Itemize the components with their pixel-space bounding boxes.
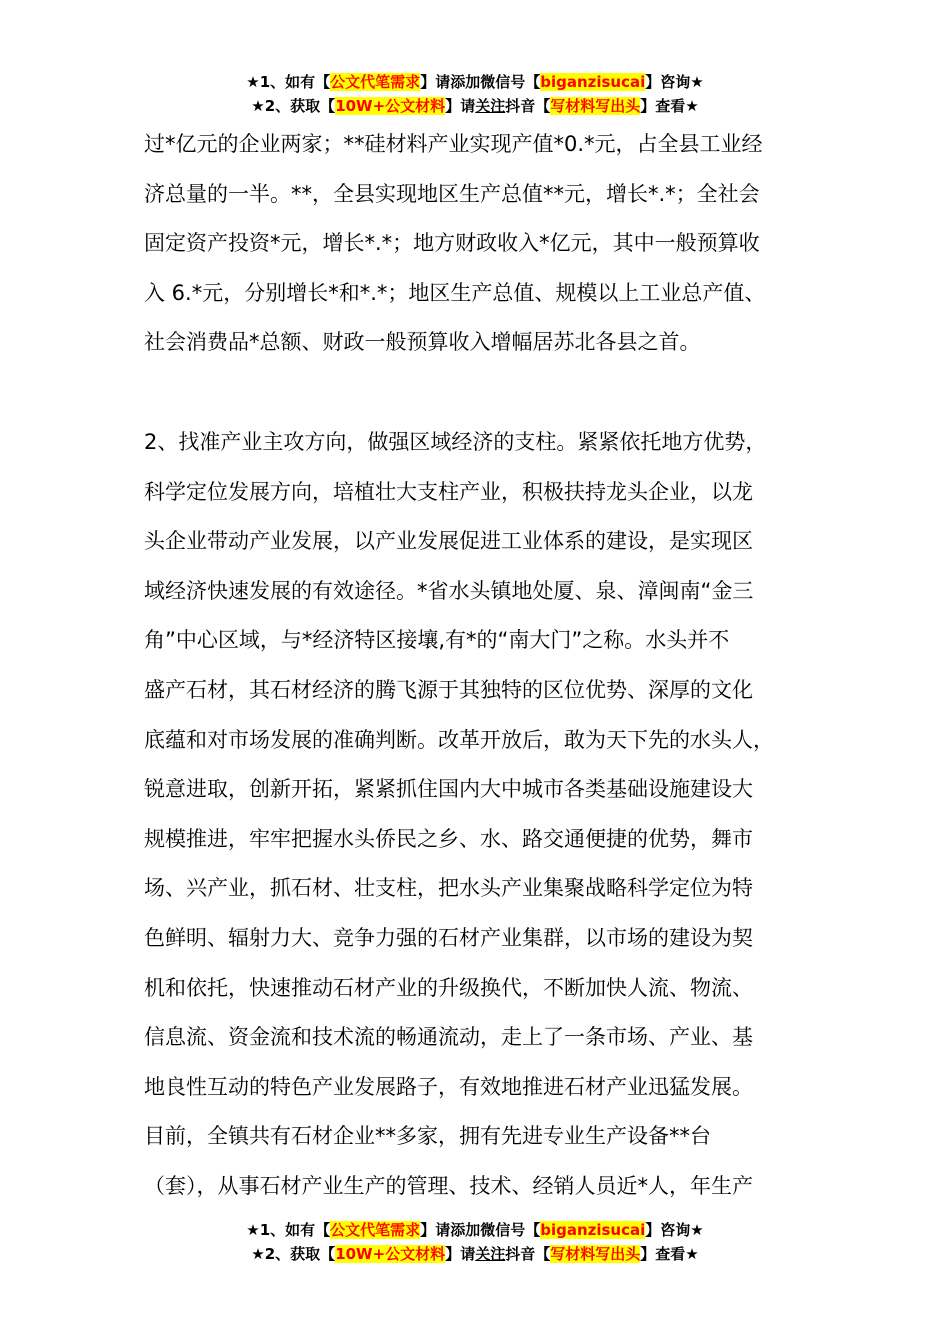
text-line: 规模推进，牢牢把握水头侨民之乡、水、路交通便捷的优势，舞市 <box>144 826 753 851</box>
text-line: 社会消费品*总额、财政一般预算收入增幅居苏北各县之首。 <box>144 330 701 355</box>
text-line: 过*亿元的企业两家；**硅材料产业实现产值*0.*元，占全县工业经 <box>144 132 763 156</box>
banner-text: ★1、如有【 <box>246 73 331 91</box>
highlight-text: 10W+公文材料 <box>335 97 446 115</box>
banner-text: 】查看★ <box>640 97 699 115</box>
highlight-text: 写材料写出头 <box>550 97 641 115</box>
highlight-text: 10W+公文材料 <box>335 1245 446 1263</box>
text-line: 色鲜明、辐射力大、竞争力强的石材产业集群，以市场的建设为契 <box>144 925 753 950</box>
text-line: 角”中心区域，与*经济特区接壤,有*的“南大门”之称。水头并不 <box>144 628 730 653</box>
underlined-text: 关注 <box>475 1245 506 1263</box>
banner-text: 抖音【 <box>505 97 551 115</box>
banner-text: 】请 <box>445 1245 476 1263</box>
text-line: 2、找准产业主攻方向，做强区域经济的支柱。紧紧依托地方优势， <box>144 430 767 454</box>
text-line: 入 6.*元，分别增长*和*.*；地区生产总值、规模以上工业总产值、 <box>144 280 766 305</box>
banner-text: 】咨询★ <box>645 73 704 91</box>
text-line: 头企业带动产业发展，以产业发展促进工业体系的建设，是实现区 <box>144 529 753 554</box>
wechat-id: biganzisucai <box>540 1221 646 1239</box>
text-line: 锐意进取，创新开拓，紧紧抓住国内大中城市各类基础设施建设大 <box>144 777 753 802</box>
highlight-text: 公文代笔需求 <box>330 73 421 91</box>
text-line: 底蕴和对市场发展的准确判断。改革开放后，敢为天下先的水头人， <box>144 727 774 752</box>
banner-line-2 <box>0 94 950 118</box>
text-line: 目前，全镇共有石材企业**多家，拥有先进专业生产设备**台 <box>144 1124 711 1149</box>
banner-text: ★1、如有【 <box>246 1221 331 1239</box>
banner-text: ★2、获取【 <box>251 97 336 115</box>
banner-text: 抖音【 <box>505 1245 551 1263</box>
banner-line-1 <box>0 1218 950 1242</box>
text-line: 固定资产投资*元，增长*.*；地方财政收入*亿元，其中一般预算收 <box>144 231 760 256</box>
text-line: 盛产石材，其石材经济的腾飞源于其独特的区位优势、深厚的文化 <box>144 677 753 702</box>
banner-text: 】请添加微信号【 <box>420 73 541 91</box>
banner-text: 】请添加微信号【 <box>420 1221 541 1239</box>
banner-text: 】咨询★ <box>645 1221 704 1239</box>
paragraph-1 <box>144 120 834 368</box>
banner-text: 】请 <box>445 97 476 115</box>
text-line: 域经济快速发展的有效途径。*省水头镇地处厦、泉、漳闽南“金三 <box>144 578 754 603</box>
wechat-id: biganzisucai <box>540 73 646 91</box>
banner-text: ★2、获取【 <box>251 1245 336 1263</box>
text-line: （套），从事石材产业生产的管理、技术、经销人员近*人，年生产 <box>144 1173 753 1198</box>
header-banner <box>0 70 950 118</box>
text-line: 地良性互动的特色产业发展路子，有效地推进石材产业迅猛发展。 <box>144 1074 753 1099</box>
highlight-text: 写材料写出头 <box>550 1245 641 1263</box>
text-line: 信息流、资金流和技术流的畅通流动，走上了一条市场、产业、基 <box>144 1025 753 1050</box>
text-line: 场、兴产业，抓石材、壮支柱，把水头产业集聚战略科学定位为特 <box>144 876 753 901</box>
banner-line-1 <box>0 70 950 94</box>
highlight-text: 公文代笔需求 <box>330 1221 421 1239</box>
underlined-text: 关注 <box>475 97 506 115</box>
paragraph-2 <box>144 418 834 1212</box>
text-line: 济总量的一半。**，全县实现地区生产总值**元，增长*.*；全社会 <box>144 181 760 206</box>
banner-line-2 <box>0 1242 950 1266</box>
text-line: 机和依托，快速推动石材产业的升级换代，不断加快人流、物流、 <box>144 975 753 1000</box>
footer-banner <box>0 1218 950 1266</box>
text-line: 科学定位发展方向，培植壮大支柱产业，积极扶持龙头企业，以龙 <box>144 479 753 504</box>
banner-text: 】查看★ <box>640 1245 699 1263</box>
